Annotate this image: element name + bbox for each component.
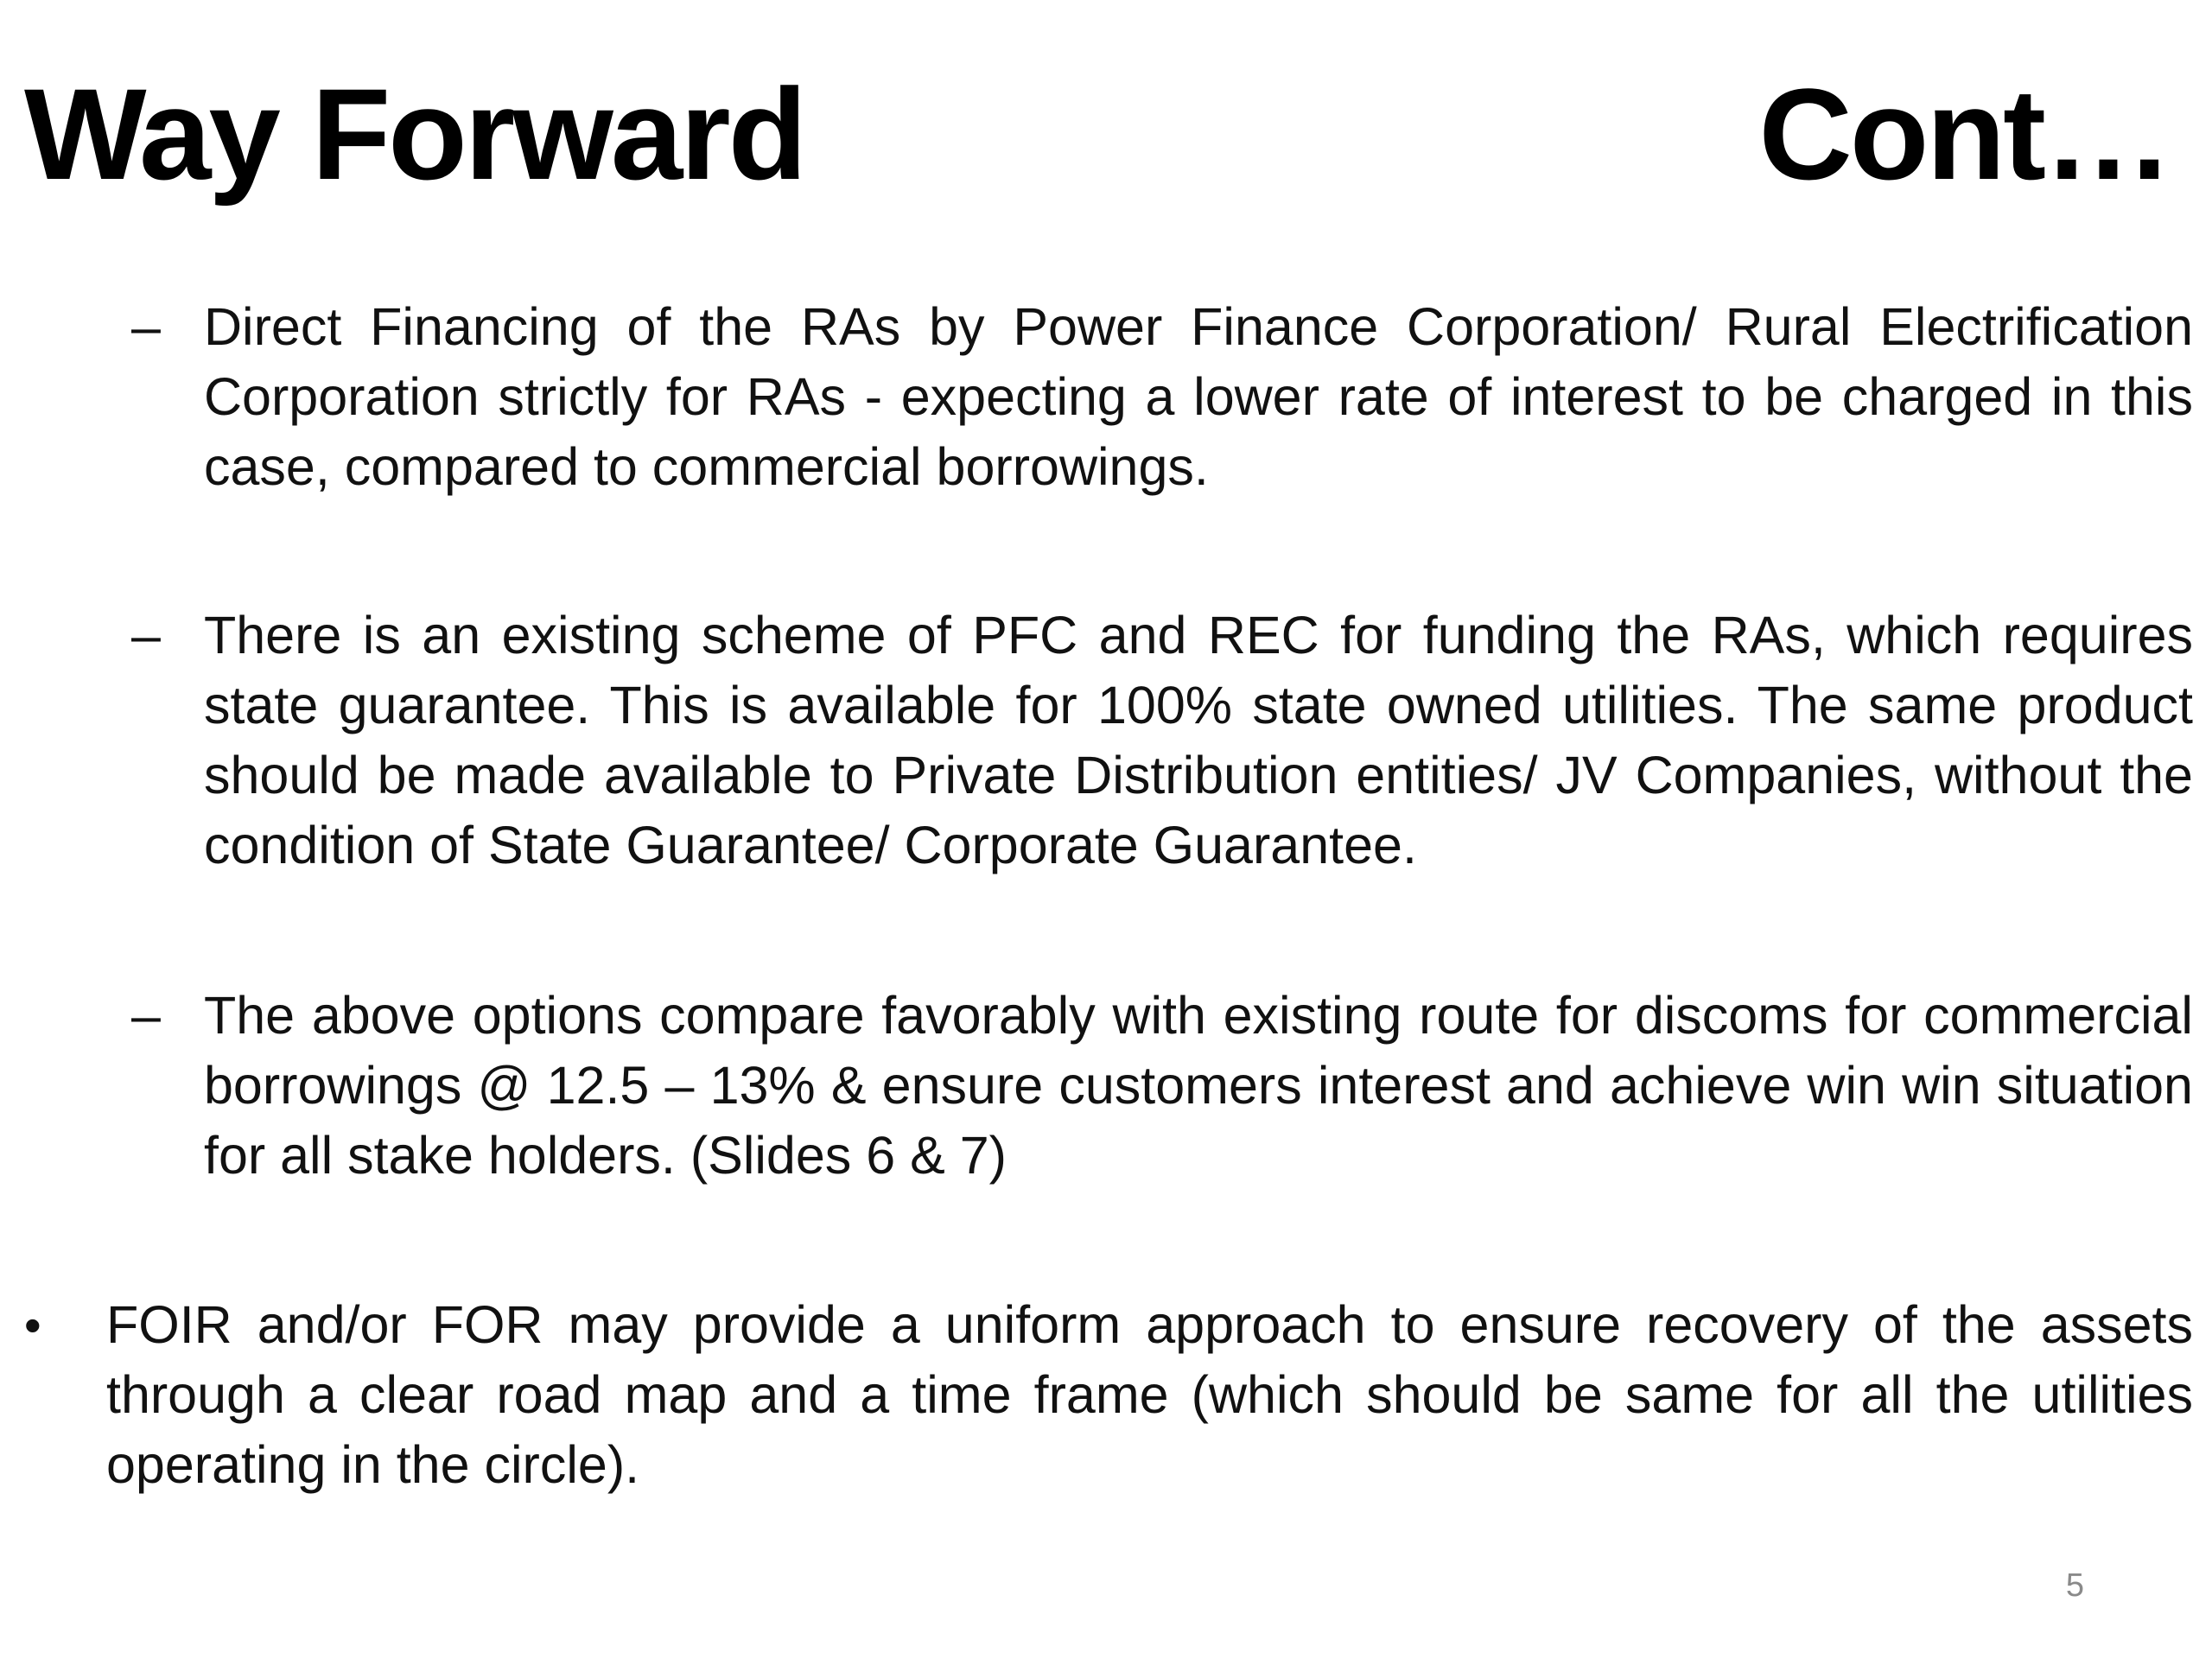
dash-marker: – [131,297,161,356]
sub-point-text: The above options compare favorably with existing route for discoms for commercial borrowings @ 12.5 – 13% & ensure customers interest and achieve win win situation for all stake holders. (Slides 6 & 7) [204,986,2193,1185]
dash-marker: – [131,986,161,1045]
sub-point-existing-scheme [131,601,2193,880]
sub-point-text: Direct Financing of the RAs by Power Finance Corporation/ Rural Electrification Corporation strictly for RAs - expecting a lower rate of interest to be charged in this case, compared to commercial borrowings. [204,297,2193,496]
bullet-point-text: FOIR and/or FOR may provide a uniform approach to ensure recovery of the assets through a clear road map and a time frame (which should be same for all the utilities operating in the circle). [106,1295,2193,1494]
page-number: 5 [2065,1567,2084,1604]
bullet-point-foir [24,1290,2193,1500]
slide-title: Way Forward [24,61,805,207]
slide-title-continued: Cont… [1758,61,2171,207]
bullet-marker: • [24,1298,41,1352]
sub-point-direct-financing [131,292,2193,502]
sub-point-options-comparison [131,981,2193,1191]
dash-marker: – [131,606,161,664]
sub-point-text: There is an existing scheme of PFC and REC for funding the RAs, which requires state guarantee. This is available for 100% state owned utilities. The same product should be made available to Private Distribution entities/ JV Companies, without the condition of State Guarantee/ Corporate Guarantee. [204,606,2193,874]
